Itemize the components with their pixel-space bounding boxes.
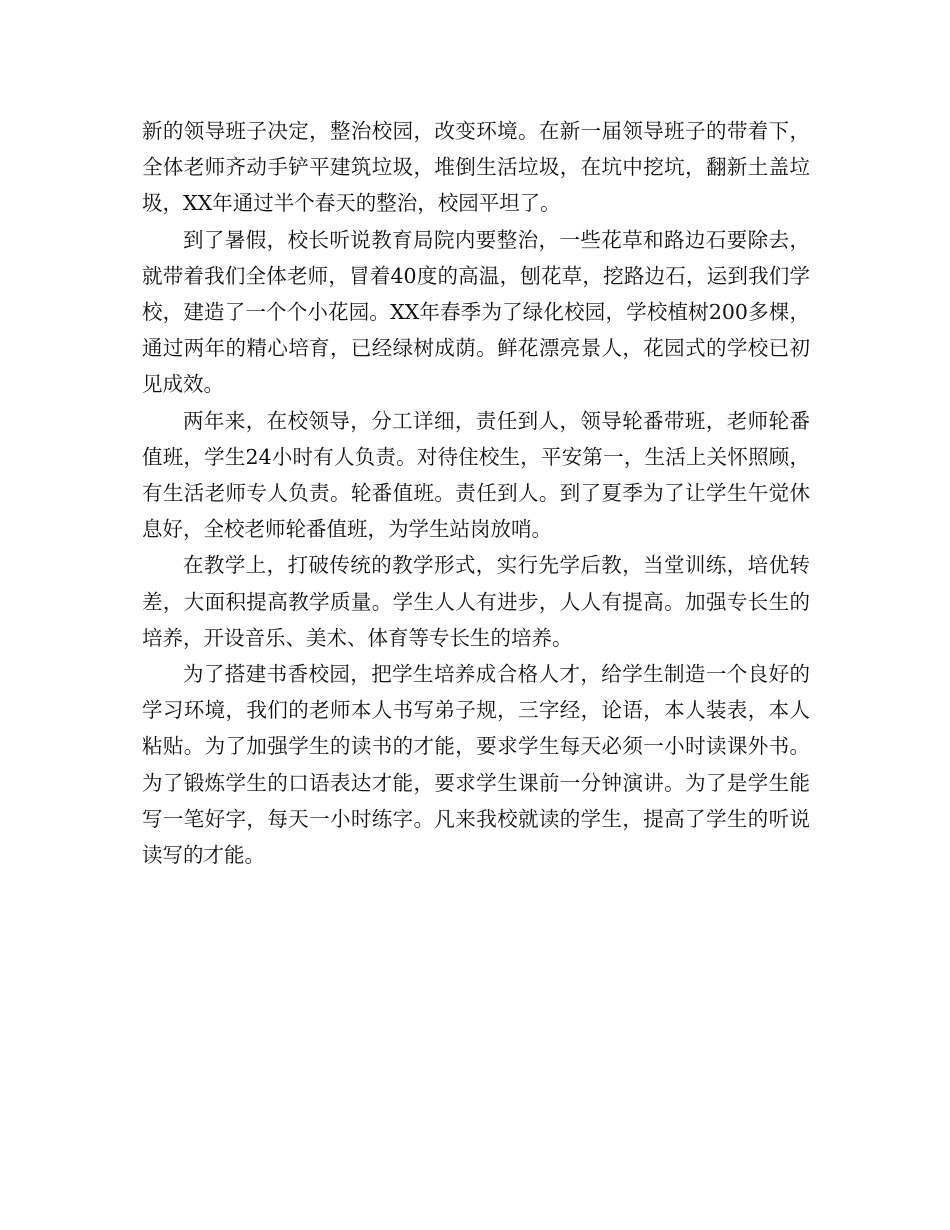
paragraph-1: 新的领导班子决定，整治校园，改变环境。在新一届领导班子的带着下，全体老师齐动手铲平建筑垃圾，堆倒生活垃圾，在坑中挖坑，翻新土盖垃圾，XX年通过半个春天的整治，校园平坦了。 <box>142 119 810 216</box>
paragraph-5: 为了搭建书香校园，把学生培养成合格人才，给学生制造一个良好的学习环境，我们的老师本人书写弟子规，三字经，论语，本人装表，本人粘贴。为了加强学生的读书的才能，要求学生每天必须一小时读课外书。为了锻炼学生的口语表达才能，要求学生课前一分钟演讲。为了是学生能写一笔好字，每天一小时练字。凡来我校就读的学生，提高了学生的听说读写的才能。 <box>142 662 810 868</box>
paragraph-2: 到了暑假，校长听说教育局院内要整治，一些花草和路边石要除去，就带着我们全体老师，冒着40度的高温，刨花草，挖路边石，运到我们学校，建造了一个个小花园。XX年春季为了绿化校园，学校植树200多棵，通过两年的精心培育，已经绿树成荫。鲜花漂亮景人，花园式的学校已初见成效。 <box>142 227 810 397</box>
paragraph-4: 在教学上，打破传统的教学形式，实行先学后教，当堂训练，培优转差，大面积提高教学质量。学生人人有进步，人人有提高。加强专长生的培养，开设音乐、美术、体育等专长生的培养。 <box>142 553 810 650</box>
document-body <box>142 113 810 873</box>
paragraph-3: 两年来，在校领导，分工详细，责任到人，领导轮番带班，老师轮番值班，学生24小时有人负责。对待住校生，平安第一，生活上关怀照顾，有生活老师专人负责。轮番值班。责任到人。到了夏季为了让学生午觉休息好，全校老师轮番值班，为学生站岗放哨。 <box>142 408 810 542</box>
